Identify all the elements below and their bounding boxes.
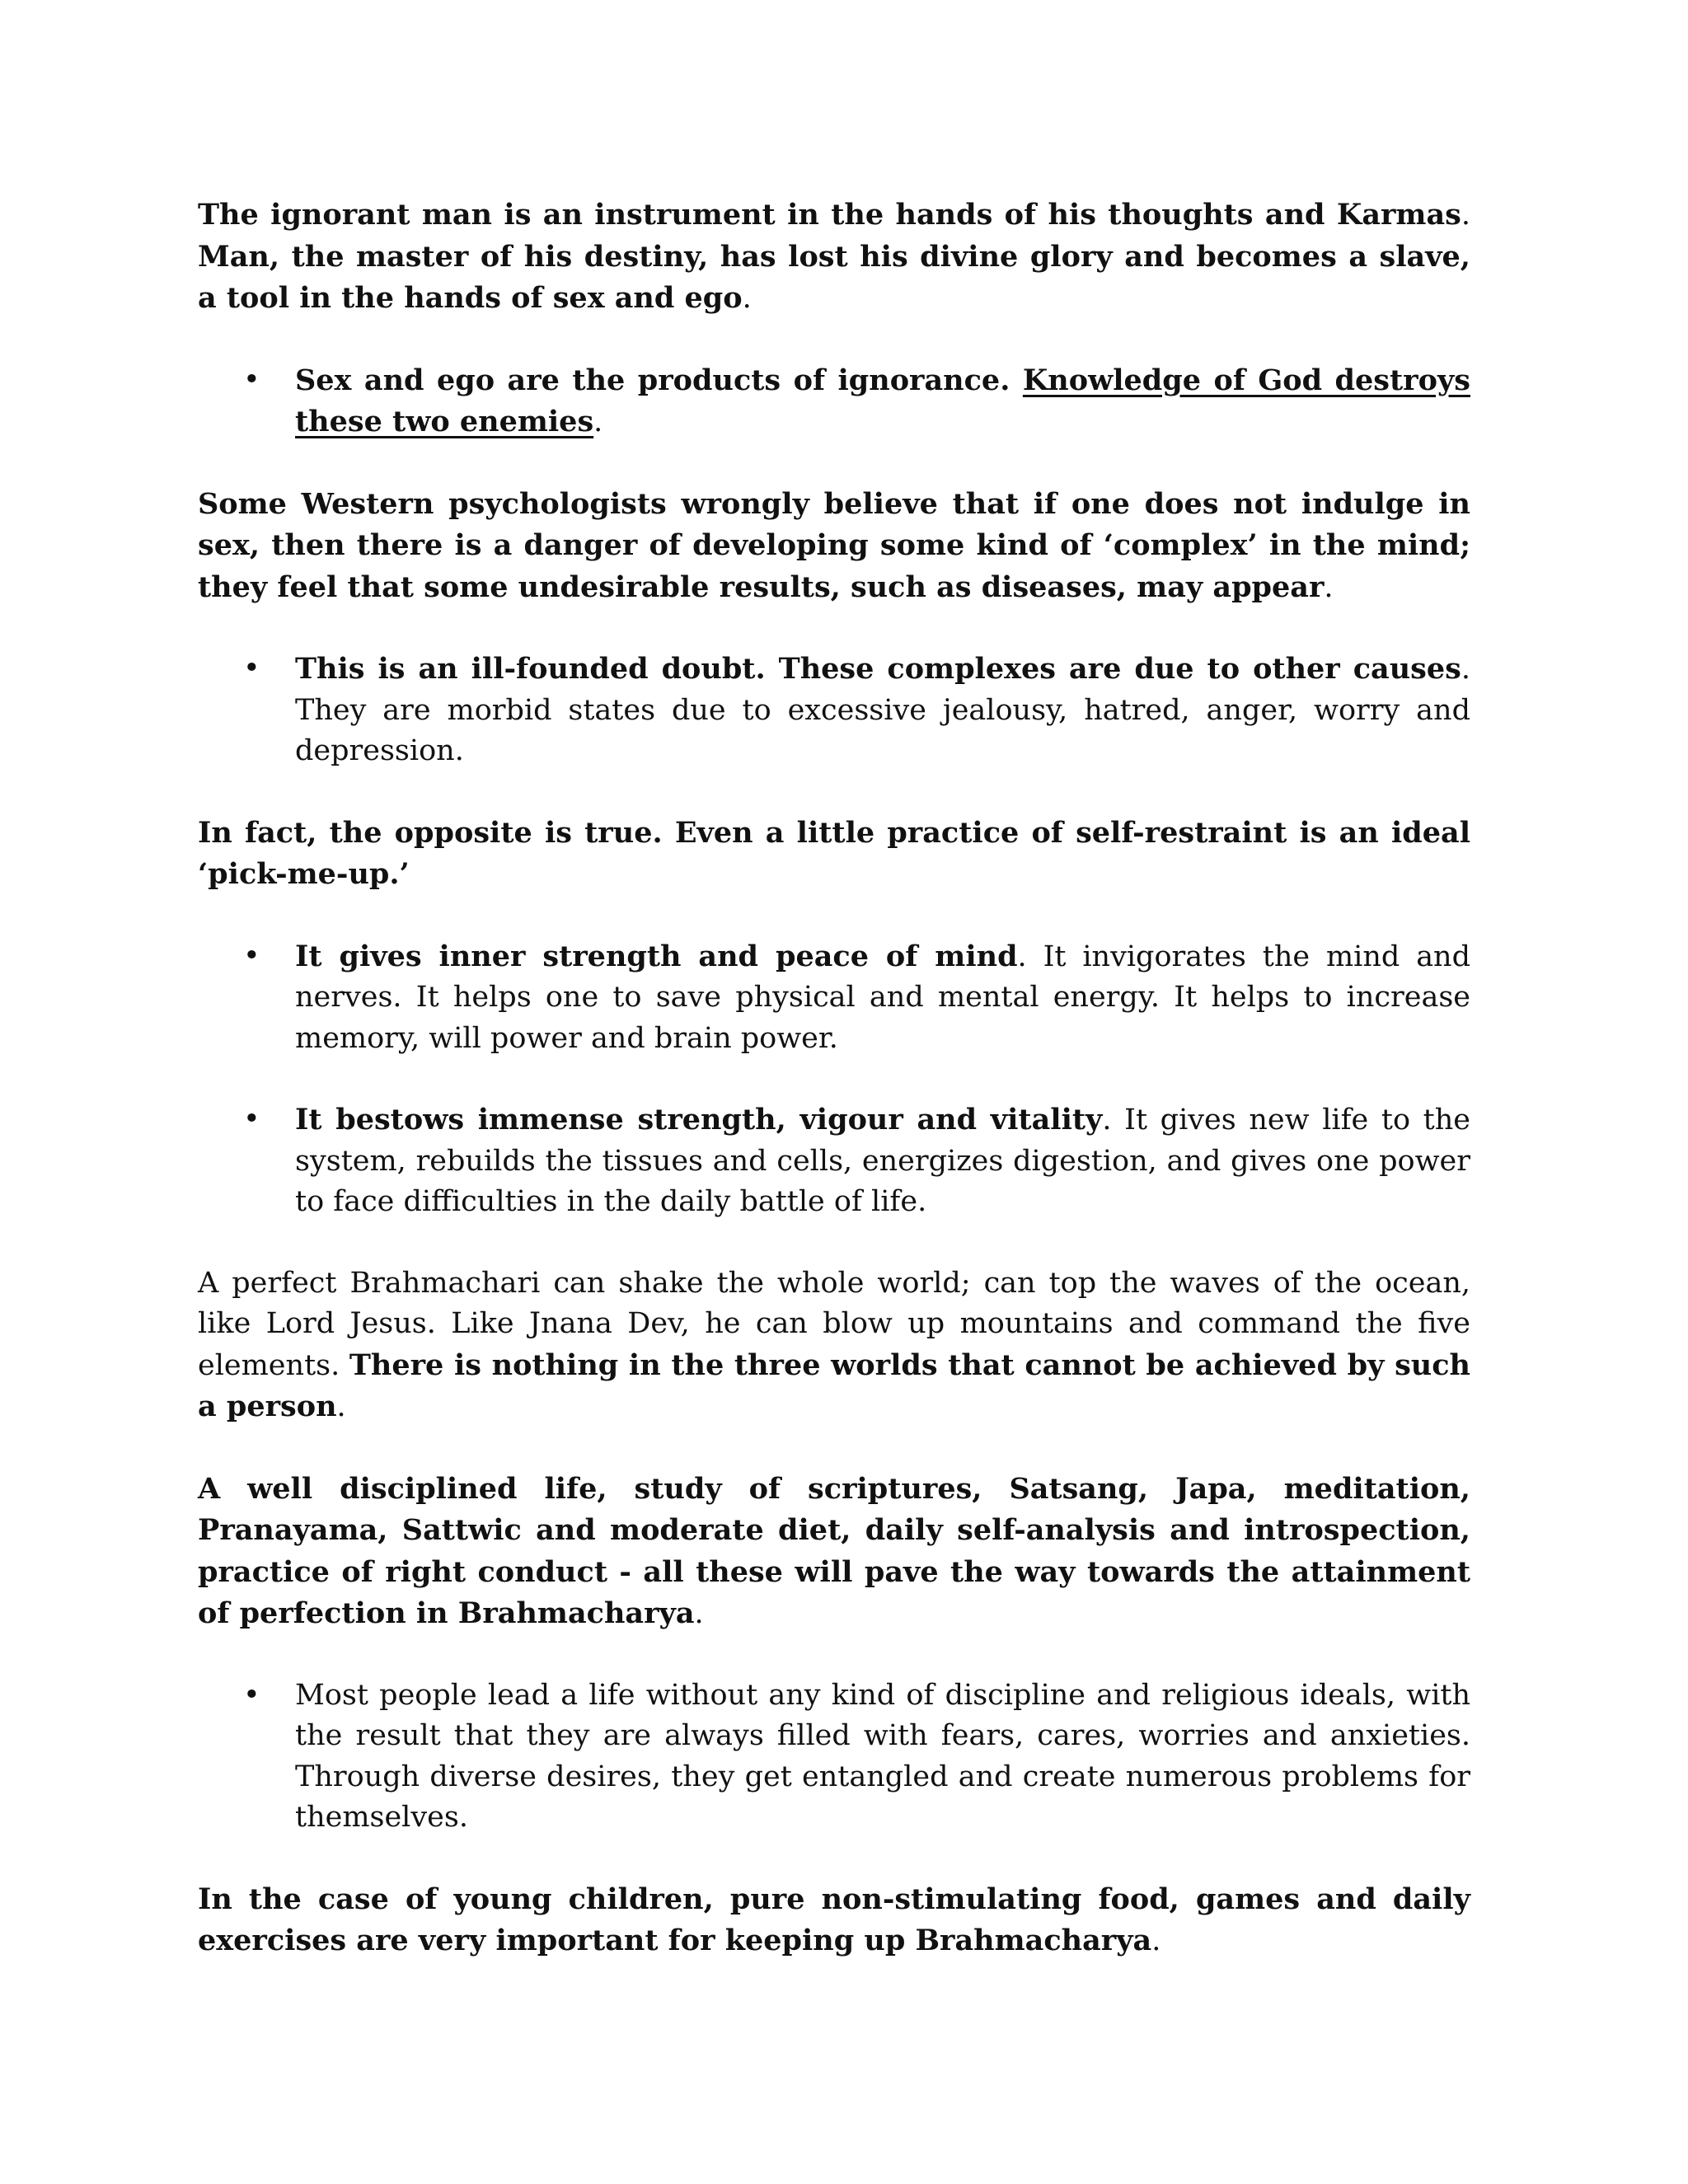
paragraph-perfect-brahmachari (198, 1263, 1470, 1428)
text: . (1151, 1924, 1161, 1957)
bold-text: In the case of young children, pure non-stimulating food, games and daily exercises are very important for keeping up Brahmacharya (198, 1882, 1470, 1957)
bullet-icon: • (243, 652, 260, 685)
paragraph-young-children (198, 1879, 1470, 1962)
bullet-icon: • (243, 363, 260, 396)
document-page (198, 194, 1470, 2003)
text: . (694, 1597, 704, 1630)
bullet-item-inner-strength (198, 936, 1470, 1060)
text: . It invigorates the mind and nerves. It helps one to save physical and mental energy. It helps to increase memory, will power and brain power. (295, 940, 1471, 1055)
text: . (593, 405, 603, 438)
bold-text: Sex and ego are the products of ignorance. (295, 363, 1023, 397)
bold-text: It gives inner strength and peace of mind (295, 939, 1018, 973)
text: . They are morbid states due to excessive jealousy, hatred, anger, worry and depression. (295, 653, 1470, 767)
bullet-icon: • (243, 1678, 260, 1712)
text: A perfect Brahmachari can shake the whole world; can top the waves of the ocean, like Lord Jesus. Like Jnana Dev, he can blow up mountains and command the five elements. (198, 1266, 1470, 1382)
bold-text: Some Western psychologists wrongly believe that if one does not indulge in sex, then there is a danger of developing some kind of ‘complex’ in the mind; they feel that some undesirable results, such as diseases, may appear (198, 486, 1470, 604)
text: . (1461, 199, 1470, 232)
bold-text: The ignorant man is an instrument in the hands of his thoughts and Karmas (198, 198, 1461, 232)
text: . (336, 1390, 346, 1423)
paragraph-western-psychologists (198, 484, 1470, 609)
paragraph-disciplined-life (198, 1469, 1470, 1635)
bold-text: In fact, the opposite is true. Even a little practice of self-restraint is an ideal ‘pick-me-up.’ (198, 815, 1470, 891)
text: Most people lead a life without any kind of discipline and religious ideals, with the result that they are always filled with fears, cares, worries and anxieties. Through diverse desires, they get entangled and create numerous problems for themselves. (295, 1678, 1470, 1834)
bold-text: It bestows immense strength, vigour and vitality (295, 1103, 1103, 1137)
text: . (1324, 570, 1334, 604)
paragraph-opposite-true (198, 813, 1470, 896)
bullet-item-sex-and-ego (198, 360, 1470, 443)
text: . It gives new life to the system, rebuilds the tissues and cells, energizes digestion, and gives one power to face difficulties in the daily battle of life. (295, 1104, 1470, 1218)
bullet-item-most-people (198, 1675, 1470, 1839)
bold-text: There is nothing in the three worlds that cannot be achieved by such a person (198, 1347, 1470, 1423)
bold-text: A well disciplined life, study of scriptures, Satsang, Japa, meditation, Pranayama, Sattwic and moderate diet, daily self-analysis and introspection, practice of right conduct - all these will pave the way towards the attainment of perfection in Brahmacharya (198, 1471, 1470, 1630)
bullet-icon: • (243, 939, 260, 972)
text: . (742, 282, 752, 315)
underlined-text: Knowledge of God destroys these two enemies (295, 363, 1470, 438)
paragraph-ignorant-man (198, 194, 1470, 320)
bold-text: This is an ill-founded doubt. These complexes are due to other causes (295, 652, 1461, 686)
bullet-item-immense-strength (198, 1099, 1470, 1223)
bold-text: Man, the master of his destiny, has lost his divine glory and becomes a slave, a tool in the hands of sex and ego (198, 239, 1470, 315)
bullet-item-ill-founded-doubt (198, 649, 1470, 772)
bullet-icon: • (243, 1103, 260, 1136)
